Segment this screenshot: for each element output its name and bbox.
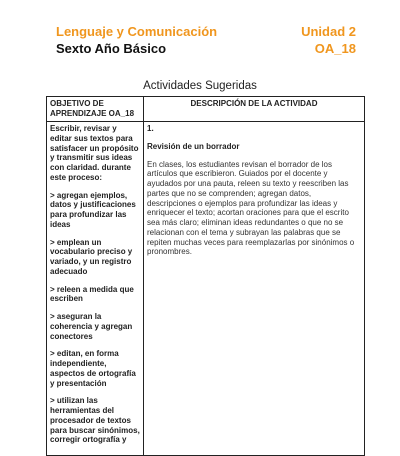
activity-heading: Revisión de un borrador [147,141,240,151]
objective-code-label: OA_18 [314,41,356,56]
objective-item: > emplean un vocabulario preciso y variado, y un registro adecuado [50,237,133,276]
subject-title: Lenguaje y Comunicación [56,24,218,39]
objective-item: > aseguran la coherencia y agregan conectores [50,312,133,341]
objective-item: > agregan ejemplos, datos y justificaciones para profundizar las ideas [50,190,136,229]
unit-label: Unidad 2 [301,24,356,39]
description-column-header: DESCRIPCIÓN DE LA ACTIVIDAD [144,97,365,122]
activity-body: En clases, los estudiantes revisan el borrador de los artículos que escribieron. Guiados por el docente y ayudados por una pauta, releen su texto y reescriben las partes que no se comprenden; agregan datos, descripciones o ejemplos para profundizar las ideas y enriquecer el texto; acortan oraciones para que el escrito sea más claro; eliminan ideas redundantes o que no se relacionan con el tema y subrayan las palabras que se repiten muchas veces para reemplazarlas por sinónimos o pronombres. [147,159,355,257]
objective-column-header: OBJETIVO DE APRENDIZAJE OA_18 [47,97,144,122]
objective-item: > editan, en forma independiente, aspectos de ortografía y presentación [50,349,136,388]
grade-subtitle: Sexto Año Básico [56,41,167,56]
activities-table [46,96,365,456]
objective-item: > utilizan las herramientas del procesador de textos para buscar sinónimos, corregir ortografía y [50,396,140,445]
table-row [47,122,365,456]
objective-item: > releen a medida que escriben [50,284,134,304]
objective-item: Escribir, revisar y editar sus textos para satisfacer un propósito y transmitir sus ideas con claridad. durante este proceso: [50,124,139,182]
activity-number: 1. [147,124,154,133]
objective-cell [47,122,144,456]
description-cell [144,122,365,456]
table-header-row [47,97,365,122]
section-title: Actividades Sugeridas [143,80,257,92]
